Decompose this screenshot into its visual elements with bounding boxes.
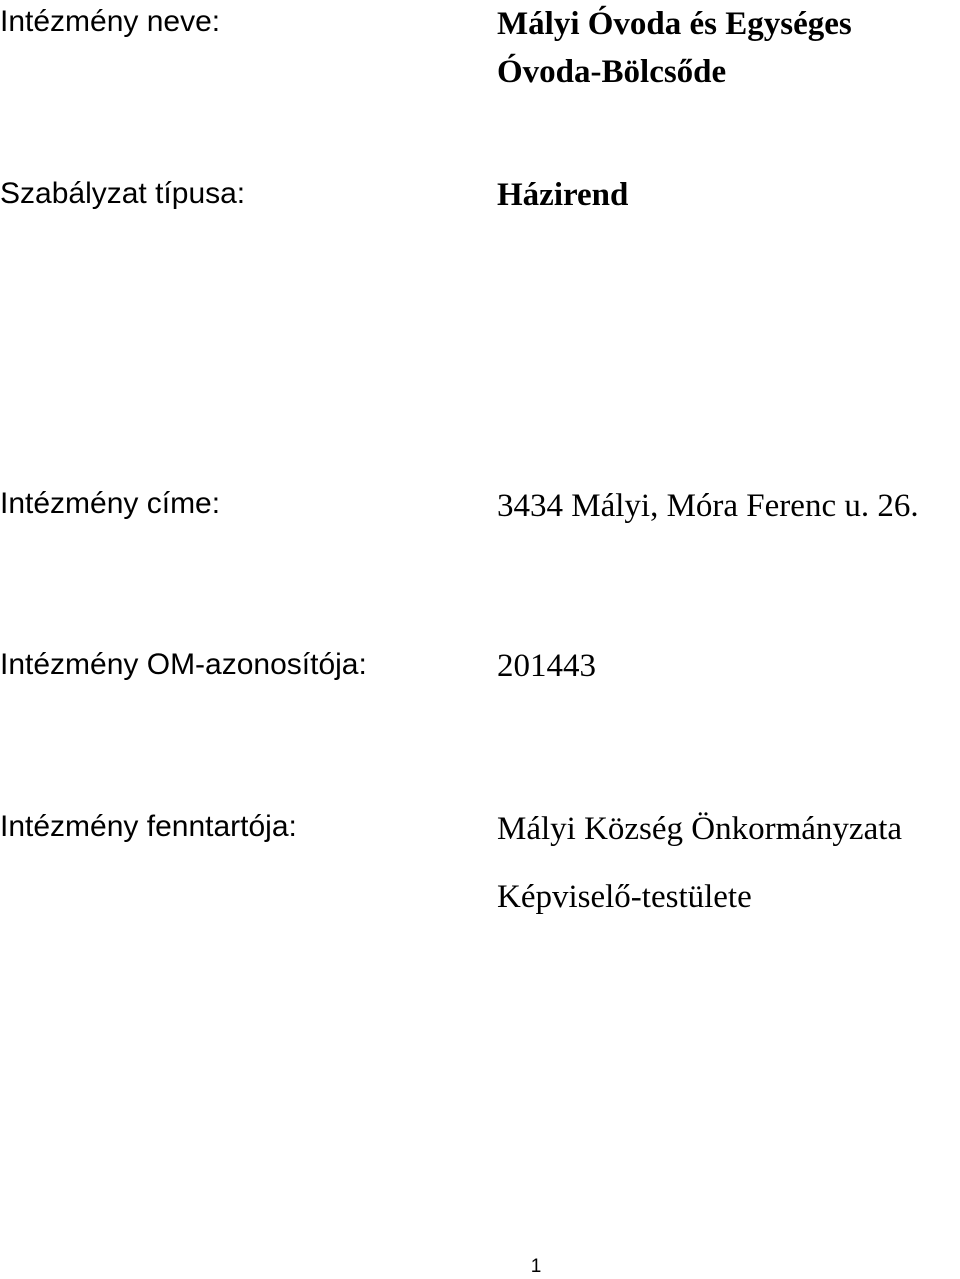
maintainer-value-line-2: Képviselő-testülete bbox=[497, 879, 752, 915]
maintainer-label: Intézmény fenntartója: bbox=[0, 810, 297, 843]
institution-name-value-line-2: Óvoda-Bölcsőde bbox=[497, 54, 727, 90]
institution-address-label: Intézmény címe: bbox=[0, 487, 221, 520]
om-identifier-value: 201443 bbox=[497, 648, 596, 684]
maintainer-value-line-1: Mályi Község Önkormányzata bbox=[497, 811, 903, 847]
regulation-type-label: Szabályzat típusa: bbox=[0, 177, 246, 210]
page-number: 1 bbox=[530, 1256, 542, 1277]
regulation-type-value: Házirend bbox=[497, 177, 629, 213]
om-identifier-label: Intézmény OM-azonosítója: bbox=[0, 648, 367, 681]
institution-address-value: 3434 Mályi, Móra Ferenc u. 26. bbox=[497, 488, 919, 524]
institution-name-label: Intézmény neve: bbox=[0, 5, 221, 38]
institution-name-value-line-1: Mályi Óvoda és Egységes bbox=[497, 6, 852, 42]
